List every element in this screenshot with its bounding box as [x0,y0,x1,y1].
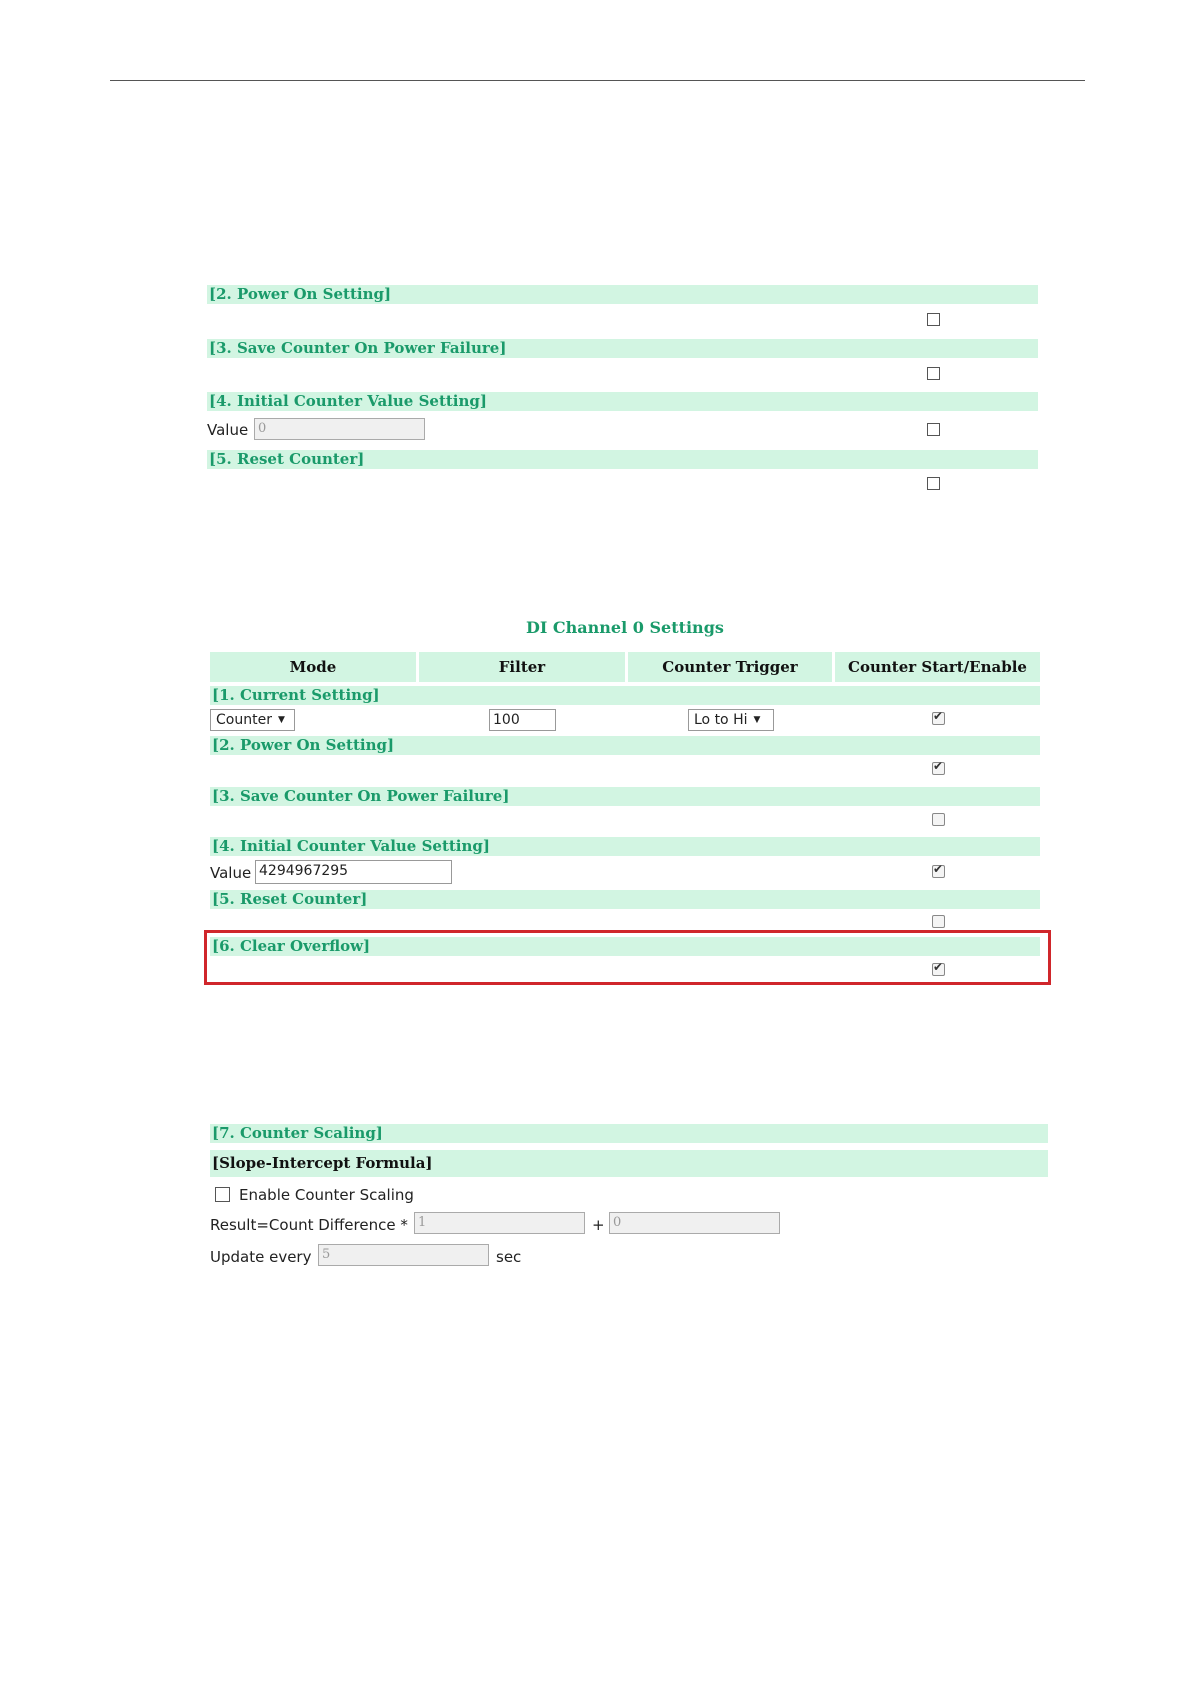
value-label-2: Value [210,864,252,882]
channel-settings-title: DI Channel 0 Settings [526,618,724,637]
value-label: Value [207,421,249,439]
counter-trigger-select[interactable]: Lo to Hi ▼ [688,709,774,731]
enable-counter-scaling-checkbox[interactable] [215,1187,230,1202]
section-save-counter: [3. Save Counter On Power Failure] [207,339,1038,358]
column-header-counter-trigger: Counter Trigger [628,652,832,682]
column-header-counter-start-enable: Counter Start/Enable [835,652,1040,682]
reset-counter-checkbox-2[interactable] [932,915,945,928]
update-interval-input[interactable]: 5 [318,1244,489,1266]
section-reset-counter-2: [5. Reset Counter] [210,890,1040,909]
slope-input[interactable]: 1 [414,1212,585,1234]
section-power-on-setting: [2. Power On Setting] [207,285,1038,304]
reset-counter-checkbox[interactable] [927,477,940,490]
save-counter-checkbox[interactable] [927,367,940,380]
filter-input[interactable]: 100 [489,709,556,731]
intercept-input[interactable]: 0 [609,1212,780,1234]
section-power-on-setting-2: [2. Power On Setting] [210,736,1040,755]
column-header-filter: Filter [419,652,625,682]
page-header-rule [110,80,1085,81]
clear-overflow-highlight-box [204,930,1051,985]
update-unit-label: sec [496,1248,522,1266]
section-clear-overflow: [6. Clear Overflow] [210,937,1040,956]
result-formula-label: Result=Count Difference * [210,1216,408,1234]
chevron-down-icon: ▼ [277,715,285,725]
formula-heading: [Slope-Intercept Formula] [210,1150,1048,1177]
save-counter-checkbox-2[interactable] [932,813,945,826]
current-setting-checkbox[interactable] [932,712,945,725]
section-initial-counter-value-2: [4. Initial Counter Value Setting] [210,837,1040,856]
section-reset-counter: [5. Reset Counter] [207,450,1038,469]
mode-select[interactable]: Counter ▼ [210,709,295,731]
power-on-checkbox[interactable] [927,313,940,326]
enable-counter-scaling-label: Enable Counter Scaling [239,1186,414,1204]
initial-value-checkbox[interactable] [927,423,940,436]
initial-value-input[interactable]: 0 [254,418,425,440]
initial-value-input-2[interactable]: 4294967295 [255,860,452,884]
power-on-checkbox-2[interactable] [932,762,945,775]
section-save-counter-2: [3. Save Counter On Power Failure] [210,787,1040,806]
initial-value-checkbox-2[interactable] [932,865,945,878]
column-header-mode: Mode [210,652,416,682]
section-counter-scaling: [7. Counter Scaling] [210,1124,1048,1143]
chevron-down-icon: ▼ [753,715,761,725]
section-current-setting: [1. Current Setting] [210,686,1040,705]
update-every-label: Update every [210,1248,312,1266]
section-initial-counter-value: [4. Initial Counter Value Setting] [207,392,1038,411]
plus-sign: + [592,1216,605,1234]
